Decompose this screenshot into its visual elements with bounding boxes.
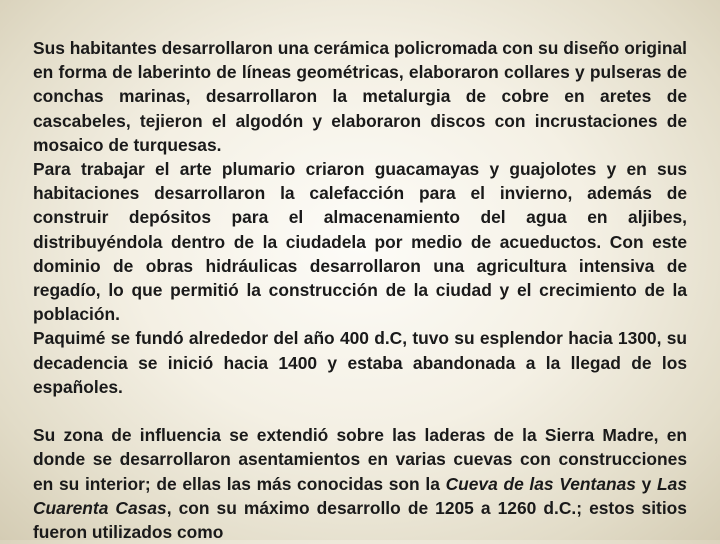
paragraph-gap	[33, 399, 687, 423]
paragraph-crafts: Sus habitantes desarrollaron una cerámica policromada con su diseño original en forma de laberinto de líneas geométricas, elaboraron collares y pulseras de conchas marinas, desarrollaron la metalurgia de cobre en aretes de cascabeles, tejieron el algodón y elaboraron discos con incrustaciones de mosaico de turquesas.	[33, 38, 687, 155]
site-name-cuarenta-casas: Las Cuarenta Casas	[33, 473, 688, 518]
text-span: , con su máximo desarrollo de 1205 a 1260 d.C.; estos sitios fueron utilizados como	[33, 497, 687, 543]
paragraph-infrastructure: Para trabajar el arte plumario criaron guacamayas y guajolotes y en sus habitaciones desarrollaron la calefacción para el invierno, además de construir depósitos para el almacenamiento del agua en aljibes, distribuyéndola dentro de la ciudadela por medio de acueductos. Con este dominio de obras hidráulicas desarrollaron una agricultura intensiva de regadío, lo que permitió la construcción de la ciudad y el crecimiento de la población.	[33, 159, 687, 325]
text-span: y	[635, 473, 658, 494]
paragraph-chronology: Paquimé se fundó alrededor del año 400 d.C, tuvo su esplendor hacia 1300, su decadencia se inició hacia 1400 y estaba abandonada a la llegad de los españoles.	[33, 328, 687, 397]
document-text	[33, 36, 687, 544]
text-span: Su zona de influencia se extendió sobre las laderas de la Sierra Madre, en donde se desarrollaron asentamientos en varias cuevas con construcciones en su interior; de ellas las más conocidas son la	[33, 425, 687, 494]
site-name-cueva-ventanas: Cueva de las Ventanas	[445, 473, 636, 494]
paragraph-influence-zone	[33, 423, 687, 544]
